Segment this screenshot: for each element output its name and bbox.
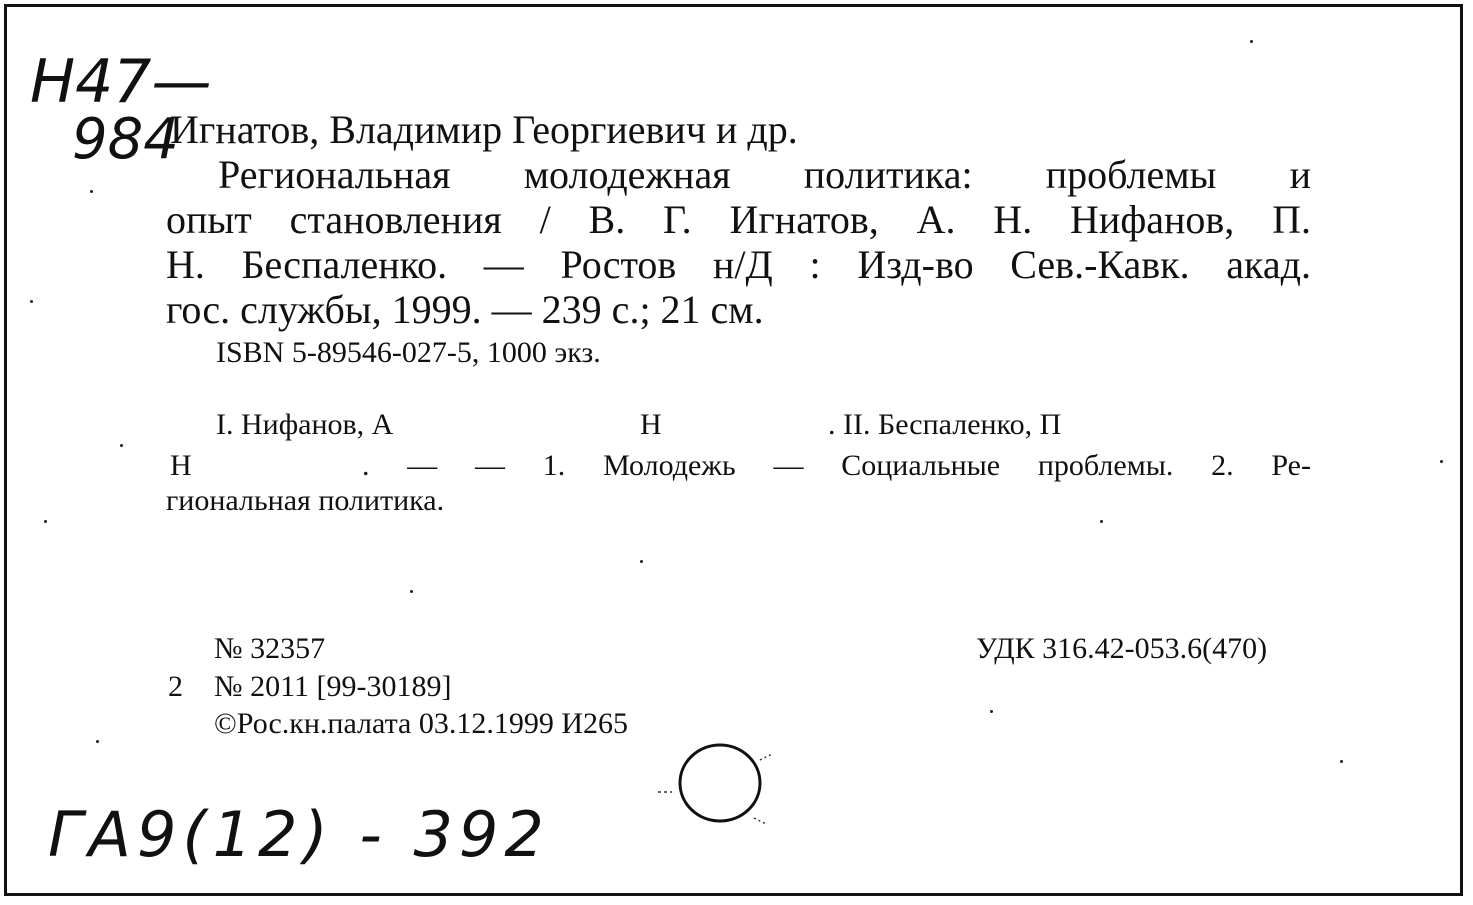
tracing-1-b: Н [640, 408, 662, 441]
tracing-3: гиональная политика. [166, 484, 445, 517]
scan-speck [120, 444, 123, 447]
scan-speck [1440, 460, 1443, 463]
scan-speck [30, 300, 33, 303]
udc-code: УДК 316.42-053.6(470) [976, 632, 1268, 665]
tracing-1-c: . II. Беспаленко, П [828, 408, 1062, 441]
copy-prefix: 2 [168, 670, 183, 703]
scan-speck [1250, 40, 1253, 43]
number-32357: № 32357 [214, 632, 326, 665]
tracing-2-b: . — — 1. Молодежь — Социальные проблемы. 2. Ре- [362, 449, 1311, 482]
tracing-2-a: Н [170, 449, 192, 482]
handwritten-bottom-code: ГА9(12) - 392 [48, 798, 550, 871]
handwritten-shelf-mark-line1: Н47— [30, 47, 212, 117]
scan-speck [640, 560, 643, 563]
scan-speck [1340, 760, 1343, 763]
scan-speck [1100, 520, 1103, 523]
handwritten-shelf-mark-line2: 984 [72, 107, 179, 172]
copyright-line: ©Рос.кн.палата 03.12.1999 И265 [214, 707, 629, 740]
scan-speck [96, 740, 99, 743]
isbn-line: ISBN 5-89546-027-5, 1000 экз. [216, 336, 601, 369]
title-line-4: гос. службы, 1999. — 239 с.; 21 см. [166, 287, 764, 332]
scan-speck [44, 520, 47, 523]
title-line-3: Н. Беспаленко. — Ростов н/Д : Изд-во Сев.-Кавк. акад. [166, 242, 1311, 287]
title-line-2: опыт становления / В. Г. Игнатов, А. Н. Нифанов, П. [166, 197, 1311, 242]
scan-speck [990, 710, 993, 713]
circle-stamp-icon [650, 740, 780, 840]
title-line-1: Региональная молодежная политика: проблемы и [218, 152, 1311, 197]
scan-speck [410, 590, 413, 593]
number-2011: № 2011 [99-30189] [214, 670, 452, 703]
tracing-1-a: I. Нифанов, А [216, 408, 394, 441]
scan-speck [90, 190, 93, 193]
author-heading: Игнатов, Владимир Георгиевич и др. [170, 107, 798, 152]
